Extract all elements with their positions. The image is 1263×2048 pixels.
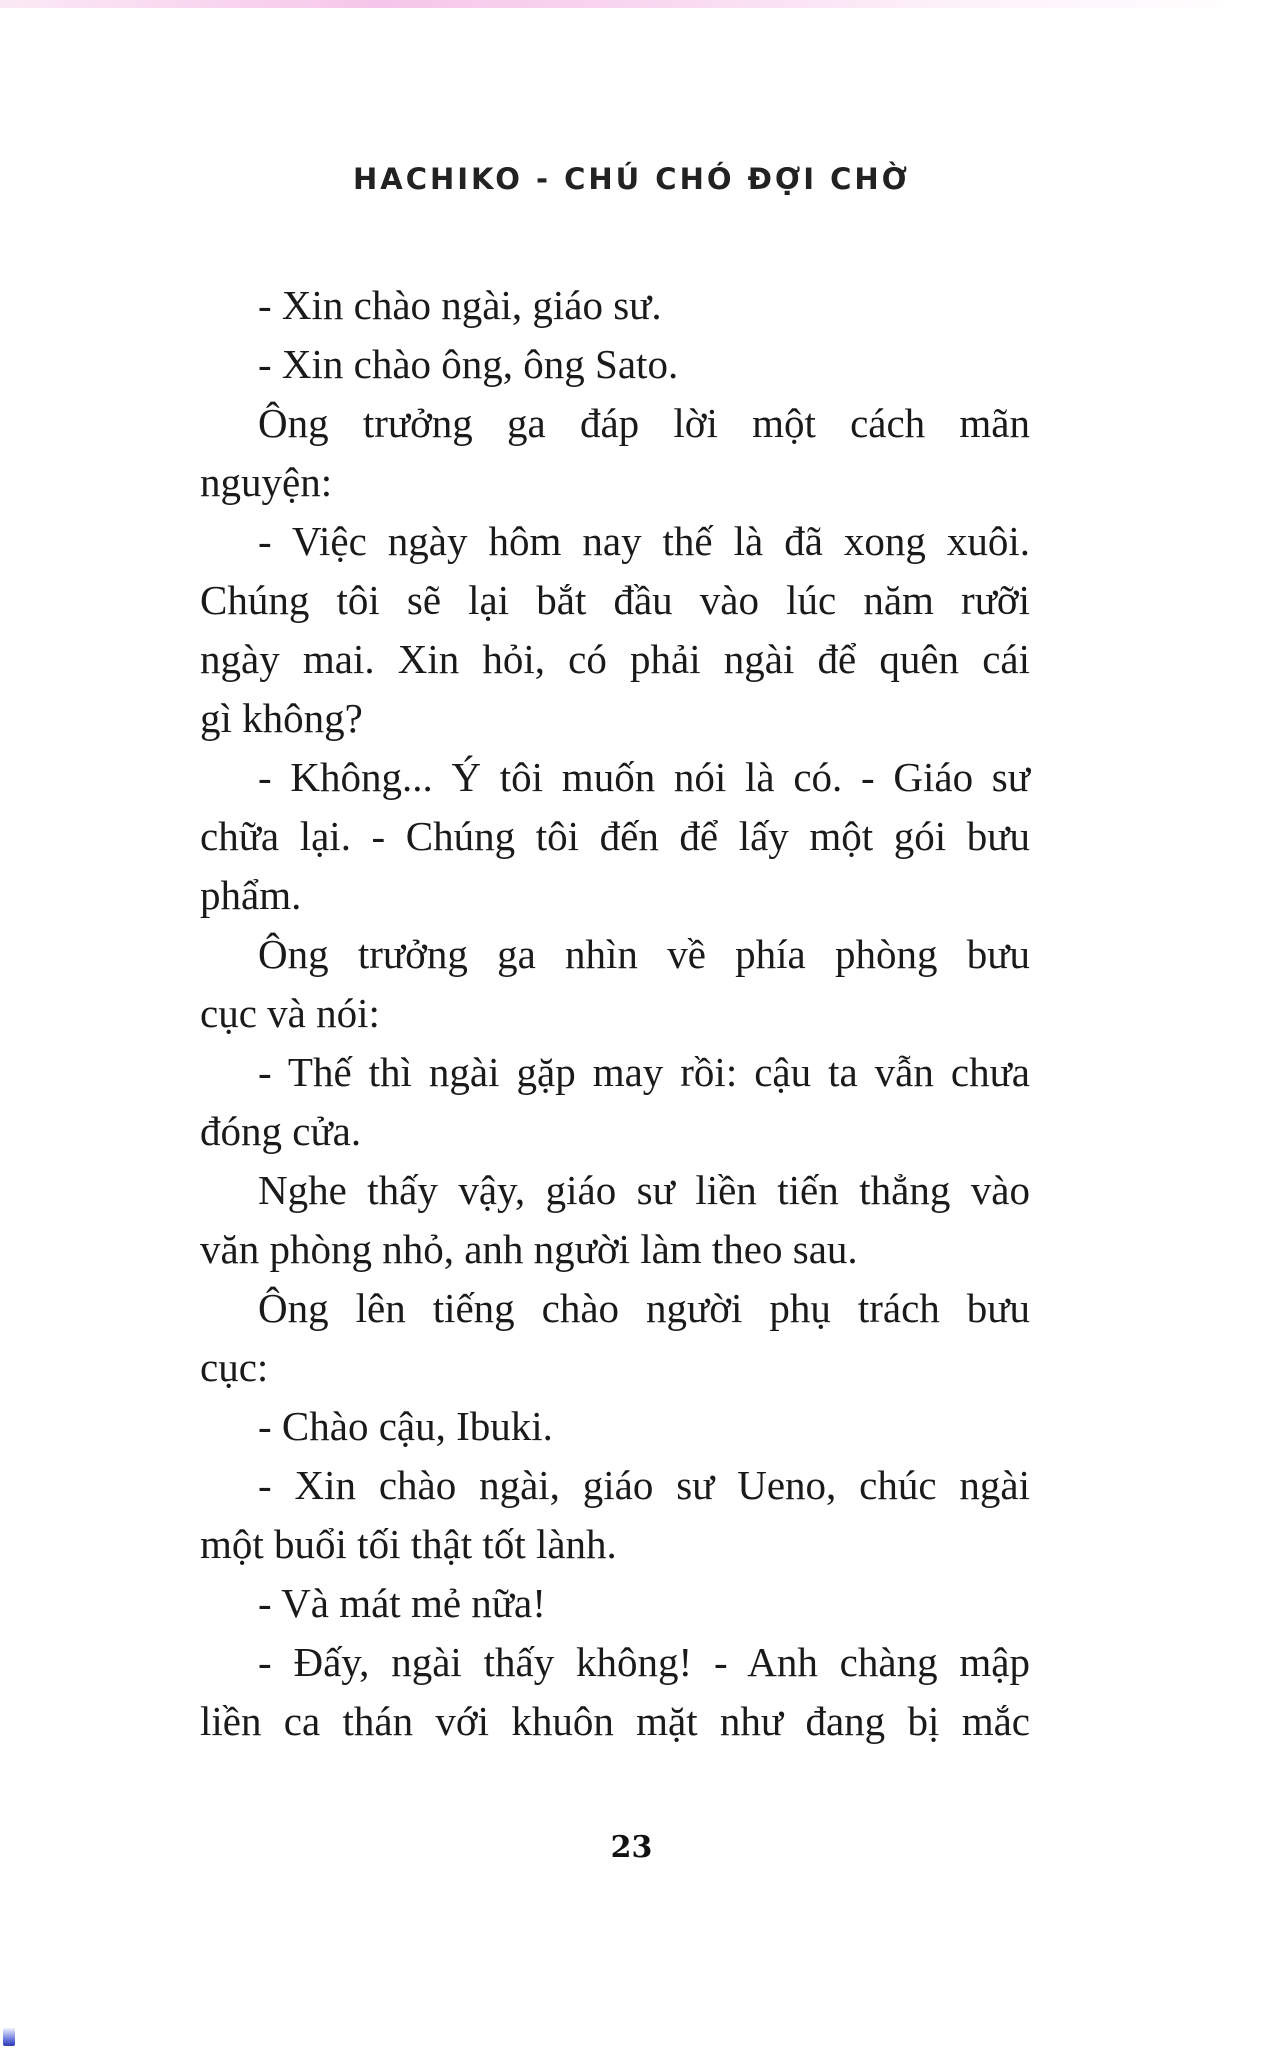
text-line: - Và mát mẻ nữa!	[258, 1580, 546, 1626]
text-line: - Xin chào ngài, giáo sư.	[258, 282, 662, 328]
text-line: liền ca thán với khuôn mặt như đang bị mắc	[200, 1698, 1030, 1744]
text-line: phẩm.	[200, 872, 302, 918]
text-line: ngày mai. Xin hỏi, có phải ngài để quên cái	[200, 636, 1030, 682]
text-line: - Chào cậu, Ibuki.	[258, 1403, 553, 1449]
body-text	[200, 276, 1030, 1751]
scan-artifact-mark	[3, 2028, 15, 2046]
text-line: cục:	[200, 1344, 269, 1390]
text-line: cục và nói:	[200, 990, 380, 1036]
text-line: Ông trưởng ga nhìn về phía phòng bưu	[258, 931, 1030, 977]
text-line: một buổi tối thật tốt lành.	[200, 1521, 617, 1567]
text-line: - Xin chào ngài, giáo sư Ueno, chúc ngài	[258, 1462, 1030, 1508]
page-number: 23	[610, 1830, 653, 1865]
text-line: Ông trưởng ga đáp lời một cách mãn	[258, 400, 1030, 446]
text-line: - Xin chào ông, ông Sato.	[258, 341, 679, 387]
text-line: - Thế thì ngài gặp may rồi: cậu ta vẫn chưa	[258, 1049, 1030, 1095]
text-line: - Không... Ý tôi muốn nói là có. - Giáo sư	[258, 754, 1030, 800]
text-line: - Việc ngày hôm nay thế là đã xong xuôi.	[258, 518, 1030, 564]
text-line: chữa lại. - Chúng tôi đến để lấy một gói bưu	[200, 813, 1030, 859]
scan-top-edge	[0, 0, 1263, 8]
running-header: HACHIKO - CHÚ CHÓ ĐỢI CHỜ	[352, 162, 910, 196]
text-line: Ông lên tiếng chào người phụ trách bưu	[258, 1285, 1030, 1331]
text-line: Nghe thấy vậy, giáo sư liền tiến thẳng vào	[258, 1167, 1030, 1213]
text-line: gì không?	[200, 695, 363, 741]
text-line: nguyện:	[200, 459, 333, 505]
text-line: văn phòng nhỏ, anh người làm theo sau.	[200, 1226, 858, 1272]
text-line: Chúng tôi sẽ lại bắt đầu vào lúc năm rưỡi	[200, 577, 1030, 623]
text-line: đóng cửa.	[200, 1108, 362, 1154]
text-line: - Đấy, ngài thấy không! - Anh chàng mập	[258, 1639, 1030, 1685]
